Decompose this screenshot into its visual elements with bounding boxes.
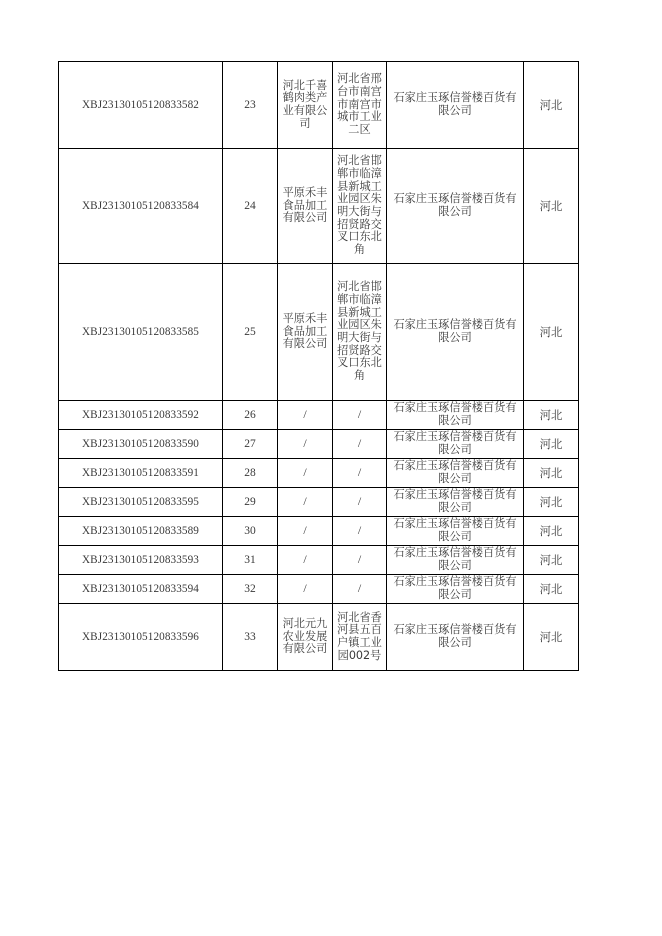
cell-sequence-number[interactable]: 26 [223, 401, 278, 430]
table-row[interactable] [59, 264, 579, 401]
table-row[interactable] [59, 575, 579, 604]
cell-province[interactable]: 河北 [524, 604, 579, 671]
cell-record-id[interactable]: XBJ23130105120833592 [59, 401, 223, 430]
cell-manufacturer-address[interactable]: / [333, 575, 387, 604]
cell-sequence-number[interactable]: 31 [223, 546, 278, 575]
cell-manufacturer-address[interactable]: 河北省香河县五百户镇工业园002号 [333, 604, 387, 671]
cell-manufacturer-name[interactable]: / [278, 575, 333, 604]
cell-record-id[interactable]: XBJ23130105120833584 [59, 149, 223, 264]
cell-seller-name[interactable]: 石家庄玉琢信誉楼百货有限公司 [387, 488, 524, 517]
table-row[interactable] [59, 430, 579, 459]
cell-seller-name[interactable]: 石家庄玉琢信誉楼百货有限公司 [387, 430, 524, 459]
cell-record-id[interactable]: XBJ23130105120833590 [59, 430, 223, 459]
cell-record-id[interactable]: XBJ23130105120833589 [59, 517, 223, 546]
cell-manufacturer-name[interactable]: / [278, 517, 333, 546]
cell-seller-name[interactable]: 石家庄玉琢信誉楼百货有限公司 [387, 546, 524, 575]
cell-manufacturer-name[interactable]: / [278, 488, 333, 517]
cell-seller-name[interactable]: 石家庄玉琢信誉楼百货有限公司 [387, 517, 524, 546]
cell-manufacturer-name[interactable]: 河北元九农业发展有限公司 [278, 604, 333, 671]
records-table [58, 61, 579, 671]
cell-province[interactable]: 河北 [524, 517, 579, 546]
cell-record-id[interactable]: XBJ23130105120833593 [59, 546, 223, 575]
table-row[interactable] [59, 62, 579, 149]
cell-record-id[interactable]: XBJ23130105120833591 [59, 459, 223, 488]
table-row[interactable] [59, 488, 579, 517]
cell-sequence-number[interactable]: 30 [223, 517, 278, 546]
table-body [59, 62, 579, 671]
cell-manufacturer-name[interactable]: / [278, 459, 333, 488]
cell-record-id[interactable]: XBJ23130105120833594 [59, 575, 223, 604]
cell-seller-name[interactable]: 石家庄玉琢信誉楼百货有限公司 [387, 604, 524, 671]
cell-record-id[interactable]: XBJ23130105120833585 [59, 264, 223, 401]
cell-province[interactable]: 河北 [524, 430, 579, 459]
table-row[interactable] [59, 149, 579, 264]
cell-sequence-number[interactable]: 27 [223, 430, 278, 459]
cell-province[interactable]: 河北 [524, 62, 579, 149]
cell-manufacturer-address[interactable]: / [333, 430, 387, 459]
cell-manufacturer-address[interactable]: / [333, 517, 387, 546]
table-row[interactable] [59, 401, 579, 430]
cell-seller-name[interactable]: 石家庄玉琢信誉楼百货有限公司 [387, 401, 524, 430]
table-row[interactable] [59, 546, 579, 575]
cell-record-id[interactable]: XBJ23130105120833596 [59, 604, 223, 671]
cell-province[interactable]: 河北 [524, 264, 579, 401]
cell-sequence-number[interactable]: 23 [223, 62, 278, 149]
cell-sequence-number[interactable]: 25 [223, 264, 278, 401]
cell-manufacturer-address[interactable]: / [333, 546, 387, 575]
table-row[interactable] [59, 517, 579, 546]
cell-province[interactable]: 河北 [524, 459, 579, 488]
cell-province[interactable]: 河北 [524, 575, 579, 604]
cell-seller-name[interactable]: 石家庄玉琢信誉楼百货有限公司 [387, 149, 524, 264]
cell-manufacturer-address[interactable]: 河北省邯郸市临漳县新城工业园区朱明大街与招贤路交叉口东北角 [333, 149, 387, 264]
cell-seller-name[interactable]: 石家庄玉琢信誉楼百货有限公司 [387, 62, 524, 149]
cell-manufacturer-name[interactable]: 河北千喜鹤肉类产业有限公司 [278, 62, 333, 149]
cell-seller-name[interactable]: 石家庄玉琢信誉楼百货有限公司 [387, 575, 524, 604]
cell-province[interactable]: 河北 [524, 149, 579, 264]
cell-manufacturer-name[interactable]: 平原禾丰食品加工有限公司 [278, 149, 333, 264]
cell-manufacturer-name[interactable]: / [278, 546, 333, 575]
cell-seller-name[interactable]: 石家庄玉琢信誉楼百货有限公司 [387, 459, 524, 488]
cell-manufacturer-address[interactable]: / [333, 488, 387, 517]
table-container [58, 61, 578, 671]
cell-manufacturer-address[interactable]: / [333, 401, 387, 430]
cell-manufacturer-name[interactable]: / [278, 430, 333, 459]
cell-sequence-number[interactable]: 28 [223, 459, 278, 488]
cell-manufacturer-name[interactable]: / [278, 401, 333, 430]
cell-sequence-number[interactable]: 29 [223, 488, 278, 517]
cell-sequence-number[interactable]: 33 [223, 604, 278, 671]
cell-sequence-number[interactable]: 32 [223, 575, 278, 604]
cell-record-id[interactable]: XBJ23130105120833582 [59, 62, 223, 149]
cell-seller-name[interactable]: 石家庄玉琢信誉楼百货有限公司 [387, 264, 524, 401]
cell-manufacturer-address[interactable]: / [333, 459, 387, 488]
table-row[interactable] [59, 604, 579, 671]
cell-record-id[interactable]: XBJ23130105120833595 [59, 488, 223, 517]
table-row[interactable] [59, 459, 579, 488]
cell-province[interactable]: 河北 [524, 401, 579, 430]
cell-manufacturer-address[interactable]: 河北省邢台市南宫市南宫市城市工业二区 [333, 62, 387, 149]
cell-province[interactable]: 河北 [524, 488, 579, 517]
cell-sequence-number[interactable]: 24 [223, 149, 278, 264]
cell-province[interactable]: 河北 [524, 546, 579, 575]
cell-manufacturer-name[interactable]: 平原禾丰食品加工有限公司 [278, 264, 333, 401]
cell-manufacturer-address[interactable]: 河北省邯郸市临漳县新城工业园区朱明大街与招贤路交叉口东北角 [333, 264, 387, 401]
